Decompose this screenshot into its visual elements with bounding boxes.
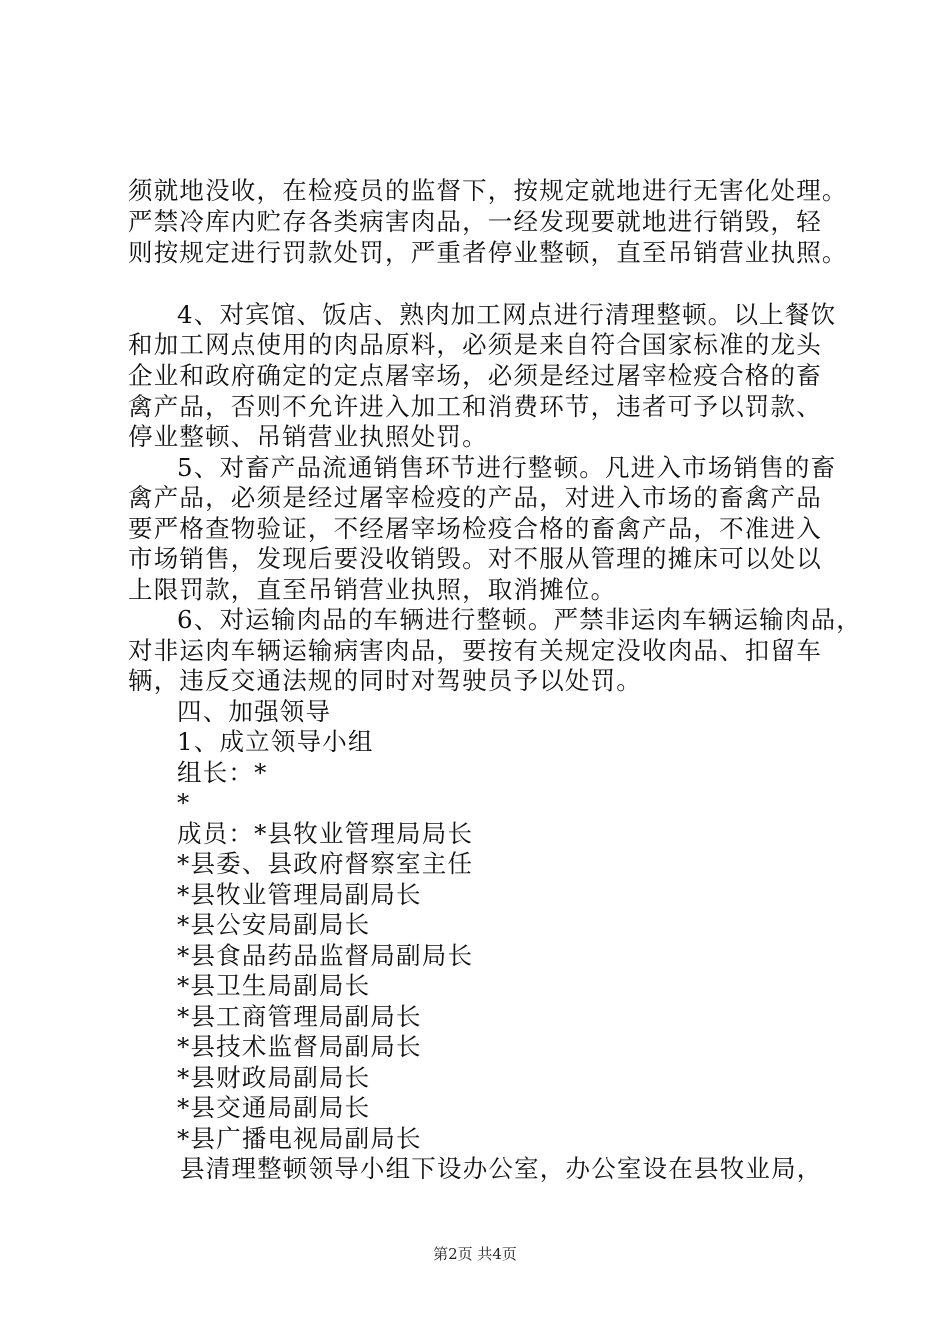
member-line: *县交通局副局长 <box>177 1093 371 1122</box>
body-line: * <box>177 788 191 817</box>
body-line: 对非运肉车辆运输病害肉品，要按有关规定没收肉品、扣留车 <box>128 636 822 665</box>
body-line: 5、对畜产品流通销售环节进行整顿。凡进入市场销售的畜 <box>177 453 837 482</box>
member-line: *县技术监督局副局长 <box>177 1032 422 1061</box>
body-line: 上限罚款，直至吊销营业执照，取消摊位。 <box>128 575 617 604</box>
member-line: *县公安局副局长 <box>177 910 371 939</box>
body-line: 成员：*县牧业管理局局长 <box>177 819 474 848</box>
section-heading: 四、加强领导 <box>177 697 332 726</box>
member-line: *县工商管理局副局长 <box>177 1002 422 1031</box>
member-line: *县牧业管理局副局长 <box>177 880 422 909</box>
body-line: 严禁冷库内贮存各类病害肉品，一经发现要就地进行销毁，轻 <box>128 207 822 236</box>
body-line: 和加工网点使用的肉品原料，必须是来自符合国家标准的龙头 <box>128 330 822 359</box>
body-line: 要严格查物验证，不经屠宰场检疫合格的畜禽产品，不准进入 <box>128 514 822 543</box>
body-line: 须就地没收，在检疫员的监督下，按规定就地进行无害化处理。 <box>128 176 848 205</box>
body-line: 6、对运输肉品的车辆进行整顿。严禁非运肉车辆运输肉品， <box>177 605 862 634</box>
body-line: 4、对宾馆、饭店、熟肉加工网点进行清理整顿。以上餐饮 <box>177 300 837 329</box>
member-line: *县广播电视局副局长 <box>177 1124 422 1153</box>
member-line: *县财政局副局长 <box>177 1063 371 1092</box>
member-line: *县食品药品监督局副局长 <box>177 941 474 970</box>
subsection-heading: 1、成立领导小组 <box>177 727 374 756</box>
body-line: 市场销售，发现后要没收销毁。对不服从管理的摊床可以处以 <box>128 544 822 573</box>
body-line: 停业整顿、吊销营业执照处罚。 <box>128 422 488 451</box>
body-line: 则按规定进行罚款处罚，严重者停业整顿，直至吊销营业执照。 <box>128 238 848 267</box>
body-line: 辆，违反交通法规的同时对驾驶员予以处罚。 <box>128 666 642 695</box>
body-line: 禽产品，必须是经过屠宰检疫的产品，对进入市场的畜禽产品 <box>128 483 822 512</box>
page-number: 第2页 共4页 <box>433 1245 517 1263</box>
body-line: 禽产品，否则不允许进入加工和消费环节，违者可予以罚款、 <box>128 392 822 421</box>
member-line: *县卫生局副局长 <box>177 971 371 1000</box>
body-line: 企业和政府确定的定点屠宰场，必须是经过屠宰检疫合格的畜 <box>128 361 822 390</box>
body-line: 县清理整顿领导小组下设办公室，办公室设在县牧业局， <box>180 1154 823 1183</box>
member-line: *县委、县政府督察室主任 <box>177 849 474 878</box>
body-line: 组长：* <box>177 758 268 787</box>
